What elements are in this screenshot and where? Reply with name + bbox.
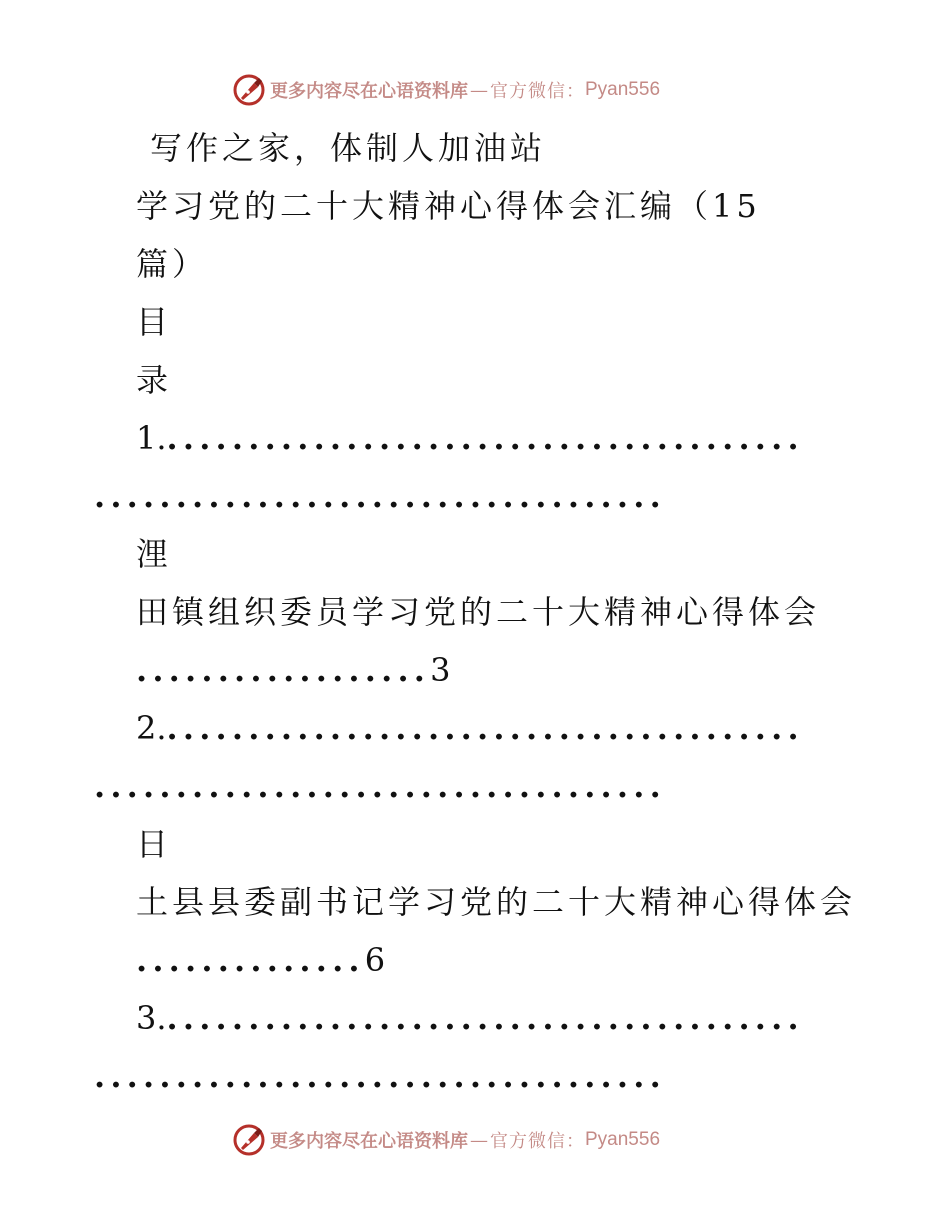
toc-entry-1-number-line xyxy=(136,418,804,458)
toc-entry-2-number-line xyxy=(136,708,804,748)
fountain-pen-logo-icon xyxy=(232,73,266,107)
document-title-line-1: 学习党的二十大精神心得体会汇编（15 xyxy=(136,187,761,225)
banner-wechat-label: 官方微信： xyxy=(490,1131,585,1152)
banner-text: 更多内容尽在心语资料库 xyxy=(270,1131,468,1152)
footer-watermark-banner xyxy=(232,1122,660,1158)
toc-page-leader-dots: .................. xyxy=(136,651,431,689)
toc-entry-2-page-line xyxy=(136,940,385,980)
toc-entry-3-leader-line: ................................... xyxy=(94,1057,666,1095)
toc-entry-2-title-part-1: 日 xyxy=(136,825,173,863)
toc-entry-number: 3. xyxy=(136,999,167,1037)
document-title-line-2: 篇） xyxy=(136,245,209,283)
toc-leader-dots: ....................................... xyxy=(166,999,804,1037)
toc-entry-1-page-line xyxy=(136,650,451,690)
toc-entry-1-title-part-2: 田镇组织委员学习党的二十大精神心得体会 xyxy=(136,593,821,631)
banner-wechat-id: Pyan556 xyxy=(585,1129,661,1150)
toc-leader-dots: ....................................... xyxy=(166,419,804,457)
document-subtitle: 写作之家，体制人加油站 xyxy=(150,129,547,167)
toc-heading-char-1: 目 xyxy=(136,303,173,341)
toc-heading-char-2: 录 xyxy=(136,361,173,399)
toc-page-leader-dots: .............. xyxy=(136,941,365,979)
banner-separator: — xyxy=(470,79,488,101)
toc-entry-1-leader-line: ................................... xyxy=(94,477,666,515)
fountain-pen-logo-icon xyxy=(232,1123,266,1157)
toc-entry-page-number: 3 xyxy=(430,651,451,689)
banner-wechat-id: Pyan556 xyxy=(585,79,661,100)
banner-text: 更多内容尽在心语资料库 xyxy=(270,81,468,102)
toc-entry-number: 1. xyxy=(136,419,167,457)
toc-leader-dots: ....................................... xyxy=(166,709,804,747)
header-watermark-banner xyxy=(232,72,660,108)
toc-entry-2-leader-line: ................................... xyxy=(94,767,666,805)
toc-entry-number: 2. xyxy=(136,709,167,747)
toc-entry-page-number: 6 xyxy=(364,941,386,979)
toc-entry-2-title-part-2: 土县县委副书记学习党的二十大精神心得体会 xyxy=(136,883,857,921)
toc-entry-1-title-part-1: 浬 xyxy=(136,535,173,573)
banner-wechat-label: 官方微信： xyxy=(490,81,585,102)
toc-entry-3-number-line xyxy=(136,998,804,1038)
banner-separator: — xyxy=(470,1129,488,1151)
